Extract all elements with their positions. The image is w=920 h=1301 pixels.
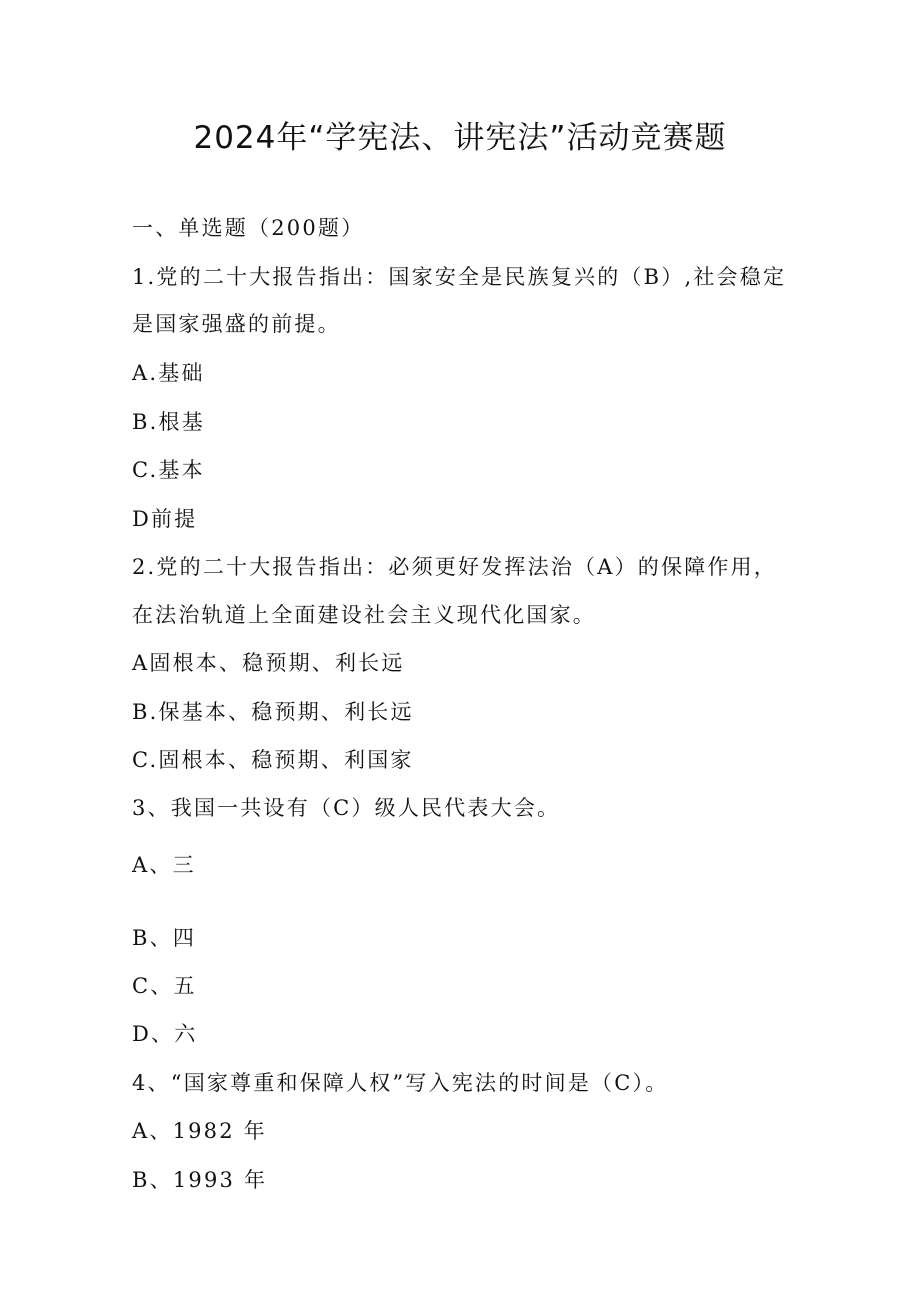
question-2-option-b: B.保基本、稳预期、利长远 bbox=[132, 700, 414, 724]
question-2-stem-line-1: 2.党的二十大报告指出：必须更好发挥法治（A）的保障作用， bbox=[132, 555, 777, 579]
question-3-option-a: A、三 bbox=[132, 853, 196, 877]
question-2-stem-line-2: 在法治轨道上全面建设社会主义现代化国家。 bbox=[132, 603, 596, 627]
question-3-option-b: B、四 bbox=[132, 926, 197, 950]
question-1-stem-line-2: 是国家强盛的前提。 bbox=[132, 312, 341, 336]
question-4-option-a: A、1982 年 bbox=[132, 1119, 267, 1143]
question-1-option-a: A.基础 bbox=[132, 361, 205, 385]
question-1-option-d: D前提 bbox=[132, 507, 198, 531]
question-3-stem: 3、我国一共设有（C）级人民代表大会。 bbox=[132, 796, 561, 820]
question-3-option-d: D、六 bbox=[132, 1022, 198, 1046]
question-1-option-b: B.根基 bbox=[132, 410, 205, 434]
document-title: 2024年“学宪法、讲宪法”活动竞赛题 bbox=[193, 120, 727, 156]
question-1-option-c: C.基本 bbox=[132, 458, 205, 482]
question-1-stem-line-1: 1.党的二十大报告指出：国家安全是民族复兴的（B）,社会稳定 bbox=[132, 265, 787, 289]
question-2-option-a: A固根本、稳预期、利长远 bbox=[132, 651, 405, 675]
section-heading: 一、单选题（200题） bbox=[132, 216, 365, 240]
question-2-option-c: C.固根本、稳预期、利国家 bbox=[132, 748, 414, 772]
question-3-option-c: C、五 bbox=[132, 974, 197, 998]
question-4-stem: 4、“国家尊重和保障人权”写入宪法的时间是（C）。 bbox=[132, 1071, 669, 1095]
question-4-option-b: B、1993 年 bbox=[132, 1168, 268, 1192]
